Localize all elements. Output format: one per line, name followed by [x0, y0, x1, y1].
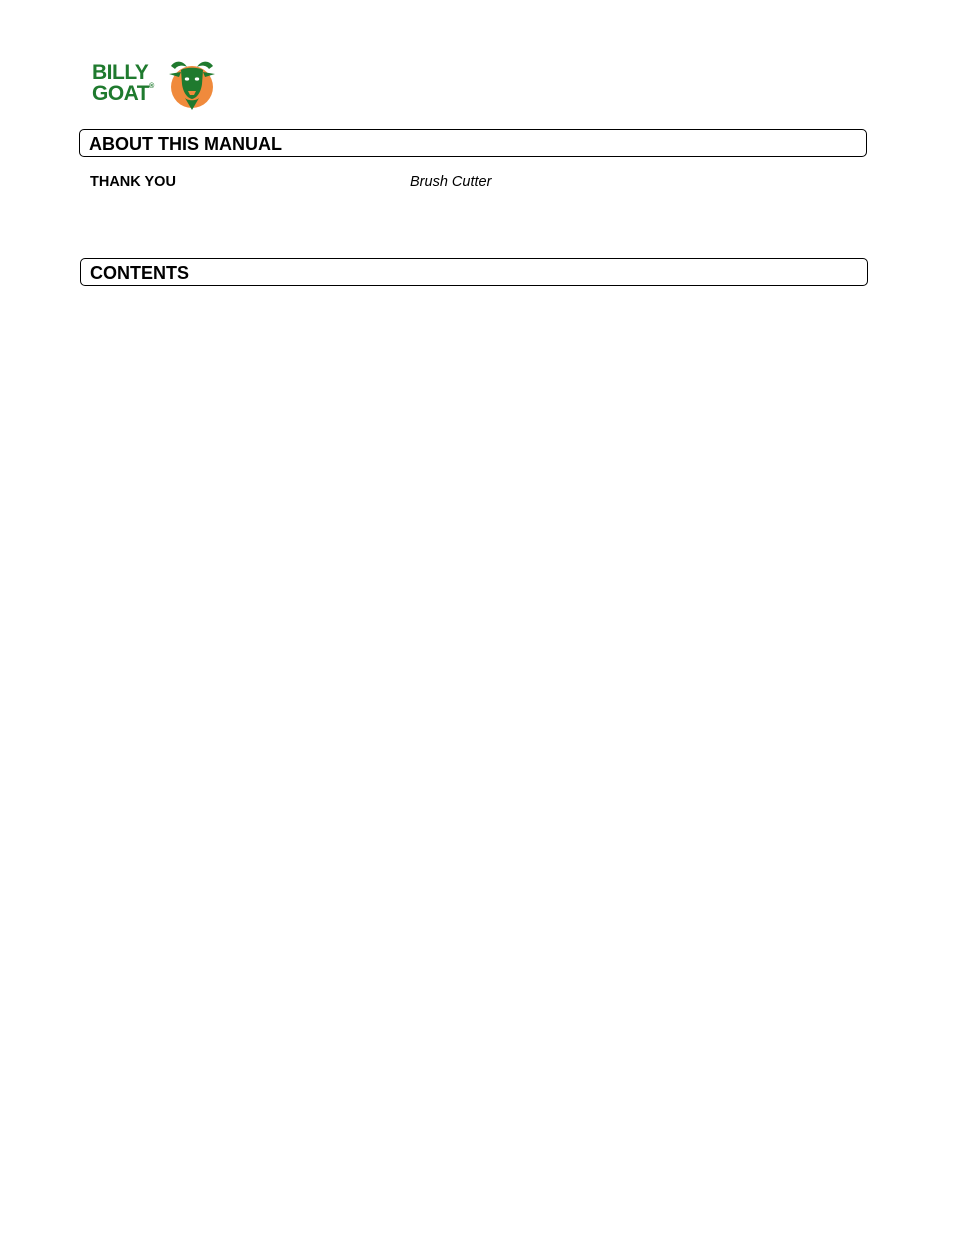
about-body-text: Brush Cutter — [410, 174, 492, 190]
logo-line-2 — [92, 83, 154, 104]
about-this-manual-header — [79, 129, 867, 157]
logo-line-2-text: GOAT — [92, 82, 150, 105]
thank-you-subheading: THANK YOU — [90, 174, 176, 190]
goat-head-icon — [167, 58, 217, 112]
contents-header — [80, 258, 868, 286]
logo-line-1: BILLY — [92, 61, 149, 84]
registered-mark: ® — [149, 83, 154, 90]
about-this-manual-title: ABOUT THIS MANUAL — [89, 134, 282, 154]
contents-title: CONTENTS — [90, 263, 189, 283]
billy-goat-logo — [92, 58, 218, 112]
logo-wordmark — [92, 62, 154, 104]
